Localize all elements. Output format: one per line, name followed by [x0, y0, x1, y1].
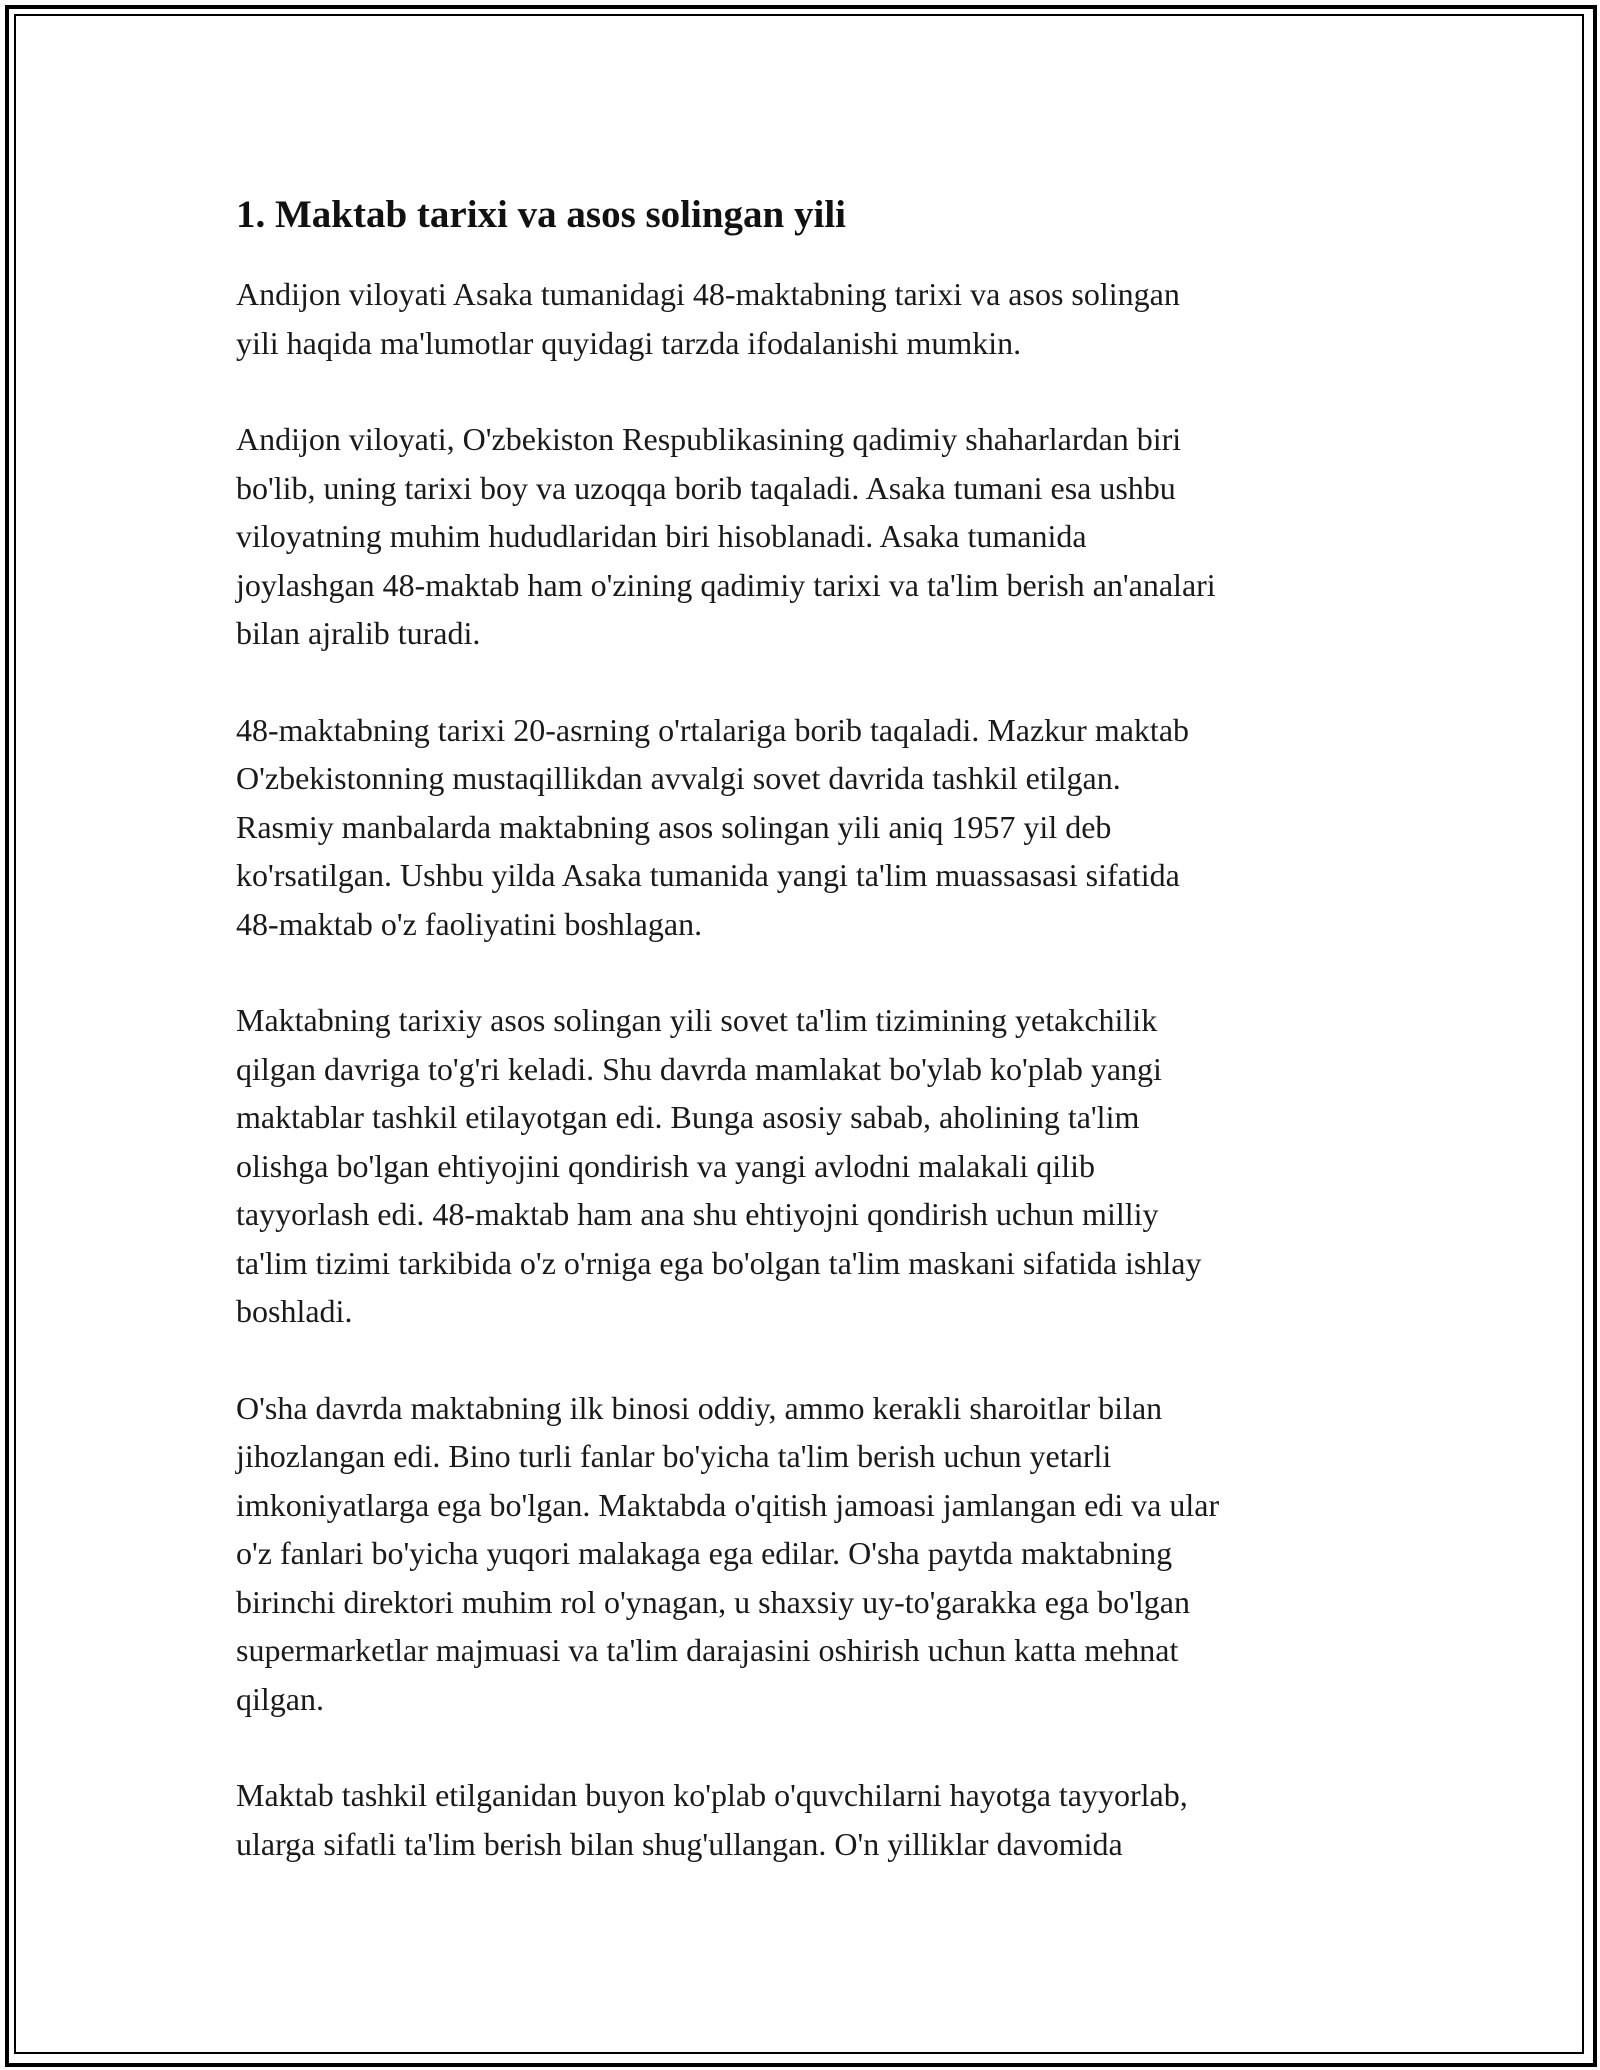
- paragraph-region: Andijon viloyati, O'zbekiston Respublikasining qadimiy shaharlardan biri bo'lib, uning tarixi boy va uzoqqa borib taqaladi. Asaka tumani esa ushbu viloyatning muhim hududlaridan biri hisoblanadi. Asaka tumanida joylashgan 48-maktab ham o'zining qadimiy tarixi va ta'lim berish an'analari bilan ajralib turadi.: [236, 421, 1216, 651]
- paragraph-continuation: Maktab tashkil etilganidan buyon ko'plab o'quvchilarni hayotga tayyorlab, ularga sifatli ta'lim berish bilan shug'ullangan. O'n yilliklar davomida: [236, 1777, 1188, 1862]
- document-body: [236, 190, 1376, 1868]
- paragraph-first-building: O'sha davrda maktabning ilk binosi oddiy, ammo kerakli sharoitlar bilan jihozlangan edi. Bino turli fanlar bo'yicha ta'lim berish uchun yetarli imkoniyatlarga ega bo'lgan. Maktabda o'qitish jamoasi jamlangan edi va ular o'z fanlari bo'yicha yuqori malakaga ega edilar. O'sha paytda maktabning birinchi direktori muhim rol o'ynagan, u shaxsiy uy-to'garakka ega bo'lgan supermarketlar majmuasi va ta'lim darajasini oshirish uchun katta mehnat qilgan.: [236, 1389, 1220, 1717]
- section-title: 1. Maktab tarixi va asos solingan yili: [236, 193, 846, 236]
- paragraph-intro: Andijon viloyati Asaka tumanidagi 48-maktabning tarixi va asos solingan yili haqida ma'lumotlar quyidagi tarzda ifodalanishi mumkin.: [236, 276, 1180, 361]
- paragraph-soviet-era: Maktabning tarixiy asos solingan yili sovet ta'lim tizimining yetakchilik qilgan davriga to'g'ri keladi. Shu davrda mamlakat bo'ylab ko'plab yangi maktablar tashkil etilayotgan edi. Bunga asosiy sabab, aholining ta'lim olishga bo'lgan ehtiyojini qondirish va yangi avlodni malakali qilib tayyorlash edi. 48-maktab ham ana shu ehtiyojni qondirish uchun milliy ta'lim tizimi tarkibida o'z o'rniga ega bo'olgan ta'lim maskani sifatida ishlay boshladi.: [236, 1002, 1202, 1329]
- paragraph-founding: 48-maktabning tarixi 20-asrning o'rtalariga borib taqaladi. Mazkur maktab O'zbekistonning mustaqillikdan avvalgi sovet davrida tashkil etilgan. Rasmiy manbalarda maktabning asos solingan yili aniq 1957 yil deb ko'rsatilgan. Ushbu yilda Asaka tumanida yangi ta'lim muassasasi sifatida 48-maktab o'z faoliyatini boshlagan.: [236, 711, 1190, 942]
